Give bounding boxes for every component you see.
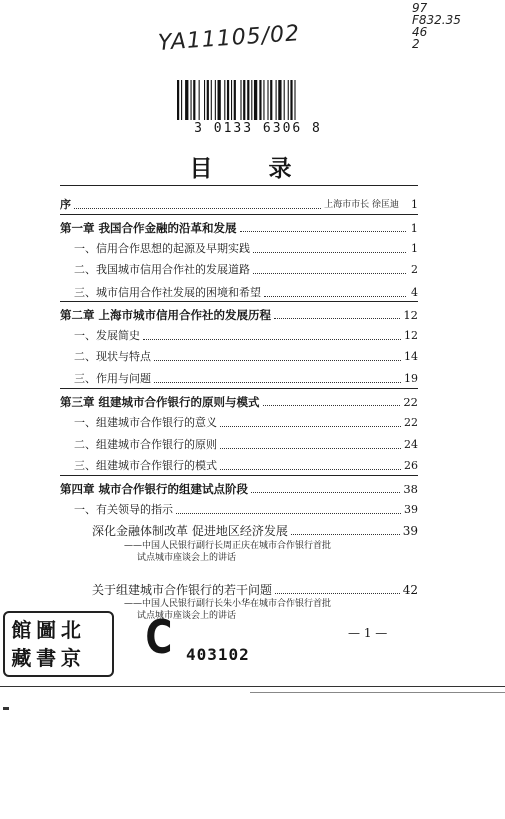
stamp-number: 403102 bbox=[186, 645, 250, 664]
barcode-bar bbox=[251, 80, 252, 120]
speech-note-line: ——中国人民银行副行长朱小华在城市合作银行首批 bbox=[124, 599, 332, 609]
barcode bbox=[175, 80, 340, 120]
toc-leader-dots bbox=[74, 208, 321, 209]
stamp-letter: C bbox=[145, 610, 173, 664]
call-number-line: F832.35 bbox=[412, 13, 461, 27]
toc-leader-dots bbox=[220, 448, 401, 449]
toc-leader-dots bbox=[253, 273, 406, 274]
toc-leader-dots bbox=[240, 231, 406, 232]
toc-entry-page: 1 bbox=[411, 198, 418, 211]
barcode-bar bbox=[185, 80, 188, 120]
toc-entry-page: 14 bbox=[404, 350, 418, 363]
toc-entry-label: 第一章 我国合作金融的沿革和发展 bbox=[60, 221, 237, 235]
toc-entry bbox=[92, 522, 418, 538]
barcode-bar bbox=[211, 80, 212, 120]
barcode-bar bbox=[270, 80, 272, 120]
toc-chapter-entry bbox=[60, 219, 418, 235]
barcode-bar bbox=[234, 80, 236, 120]
toc-entry-label: 三、城市信用合作社发展的困境和希望 bbox=[74, 286, 261, 299]
barcode-bar bbox=[199, 80, 200, 120]
stamp-char: 圖 bbox=[36, 618, 57, 642]
toc-entry-label: 序 bbox=[60, 198, 71, 211]
toc-entry-page: 26 bbox=[404, 459, 418, 472]
bottom-rule bbox=[0, 686, 505, 687]
toc-entry-page: 22 bbox=[404, 416, 418, 429]
toc-entry bbox=[74, 240, 418, 256]
toc-leader-dots bbox=[275, 593, 400, 594]
barcode-bar bbox=[207, 80, 209, 120]
toc-entry bbox=[60, 196, 418, 212]
call-number-line: 46 bbox=[412, 25, 428, 39]
stamp-char: 京 bbox=[60, 646, 81, 670]
barcode-bar bbox=[215, 80, 216, 120]
toc-entry bbox=[92, 581, 418, 597]
toc-entry-label: 三、作用与问题 bbox=[74, 372, 151, 385]
speech-note-line: 试点城市座谈会上的讲话 bbox=[137, 553, 237, 563]
toc-entry-author: 上海市市长 徐匡迪 bbox=[324, 200, 399, 210]
toc-entry bbox=[74, 348, 418, 364]
barcode-bar bbox=[231, 80, 232, 120]
barcode-bar bbox=[263, 80, 264, 120]
toc-entry-page: 39 bbox=[404, 503, 418, 516]
toc-entry-page: 2 bbox=[411, 263, 418, 276]
barcode-bar bbox=[288, 80, 289, 120]
speech-note bbox=[124, 540, 331, 564]
toc-entry-label: 二、组建城市合作银行的原则 bbox=[74, 438, 217, 451]
barcode-bar bbox=[224, 80, 225, 120]
barcode-bar bbox=[204, 80, 205, 120]
toc-leader-dots bbox=[220, 426, 401, 427]
barcode-bar bbox=[290, 80, 292, 120]
stamp-char: 館 bbox=[11, 618, 32, 642]
barcode-bar bbox=[243, 80, 245, 120]
barcode-bar bbox=[181, 80, 182, 120]
toc-entry-label: 一、发展简史 bbox=[74, 329, 140, 342]
toc-entry-label: 关于组建城市合作银行的若干问题 bbox=[92, 583, 273, 597]
call-number-line: 97 bbox=[412, 1, 428, 15]
toc-entry-label: 第四章 城市合作银行的组建试点阶段 bbox=[60, 482, 249, 496]
toc-entry bbox=[74, 501, 418, 517]
barcode-number: 3 0133 6306 8 bbox=[194, 121, 322, 136]
toc-entry-page: 24 bbox=[404, 438, 418, 451]
title-rule bbox=[60, 185, 418, 186]
barcode-bar bbox=[218, 80, 221, 120]
page-number: — 1 — bbox=[348, 626, 388, 640]
barcode-bar bbox=[294, 80, 295, 120]
call-number-line: 2 bbox=[412, 37, 420, 51]
toc-leader-dots bbox=[251, 492, 400, 493]
toc-entry bbox=[74, 370, 418, 386]
stamp-char: 書 bbox=[36, 646, 57, 670]
chapter-rule bbox=[60, 301, 418, 302]
toc-chapter-entry bbox=[60, 480, 418, 496]
toc-entry-page: 39 bbox=[402, 524, 418, 538]
toc-chapter-entry bbox=[60, 393, 418, 409]
toc-leader-dots bbox=[264, 296, 406, 297]
toc-leader-dots bbox=[176, 513, 401, 514]
toc-entry-label: 第三章 组建城市合作银行的原则与模式 bbox=[60, 395, 260, 409]
toc-entry-label: 一、组建城市合作银行的意义 bbox=[74, 416, 217, 429]
toc-entry-label: 二、我国城市信用合作社的发展道路 bbox=[74, 263, 250, 276]
chapter-rule bbox=[60, 388, 418, 389]
speech-note-line: 试点城市座谈会上的讲话 bbox=[137, 611, 237, 621]
toc-leader-dots bbox=[154, 360, 401, 361]
toc-chapter-entry bbox=[60, 306, 418, 322]
chapter-rule bbox=[60, 214, 418, 215]
toc-entry-label: 一、信用合作思想的起源及早期实践 bbox=[74, 242, 250, 255]
toc-leader-dots bbox=[154, 382, 401, 383]
toc-entry-label: 一、有关领导的指示 bbox=[74, 503, 173, 516]
toc-leader-dots bbox=[220, 469, 401, 470]
barcode-bar bbox=[284, 80, 285, 120]
toc-entry-label: 第二章 上海市城市信用合作社的发展历程 bbox=[60, 308, 272, 322]
page-title: 目 录 bbox=[189, 156, 316, 182]
toc-entry-page: 1 bbox=[410, 221, 418, 235]
barcode-bar bbox=[247, 80, 249, 120]
toc-leader-dots bbox=[291, 534, 400, 535]
barcode-bar bbox=[278, 80, 281, 120]
toc-leader-dots bbox=[263, 405, 401, 406]
toc-entry-page: 19 bbox=[404, 372, 418, 385]
toc-entry bbox=[74, 261, 418, 277]
stamp-char: 藏 bbox=[11, 646, 32, 670]
barcode-bar bbox=[267, 80, 268, 120]
barcode-bar bbox=[177, 80, 179, 120]
toc-entry-page: 12 bbox=[403, 308, 418, 322]
barcode-bar bbox=[227, 80, 229, 120]
library-stamp bbox=[3, 611, 114, 677]
toc-entry bbox=[74, 457, 418, 473]
toc-entry bbox=[74, 327, 418, 343]
toc-entry-page: 38 bbox=[403, 482, 418, 496]
barcode-bar bbox=[259, 80, 261, 120]
barcode-bar bbox=[240, 80, 241, 120]
stamp-char: 北 bbox=[60, 618, 81, 642]
handwritten-note: YA11105/02 bbox=[157, 21, 301, 56]
toc-entry-label: 深化金融体制改革 促进地区经济发展 bbox=[92, 524, 288, 538]
toc-leader-dots bbox=[143, 339, 401, 340]
toc-entry-page: 12 bbox=[404, 329, 418, 342]
toc-entry-label: 二、现状与特点 bbox=[74, 350, 151, 363]
toc-entry bbox=[74, 284, 418, 300]
toc-entry bbox=[74, 436, 418, 452]
toc-leader-dots bbox=[274, 318, 400, 319]
barcode-bar bbox=[193, 80, 195, 120]
call-number bbox=[412, 2, 461, 50]
toc-entry-page: 42 bbox=[402, 583, 418, 597]
toc-entry-page: 4 bbox=[411, 286, 418, 299]
speech-note-line: ——中国人民银行副行长周正庆在城市合作银行首批 bbox=[124, 541, 332, 551]
chapter-rule bbox=[60, 475, 418, 476]
barcode-bar bbox=[276, 80, 277, 120]
toc-leader-dots bbox=[253, 252, 406, 253]
bottom-rule-thin bbox=[250, 692, 505, 693]
toc-entry-label: 三、组建城市合作银行的模式 bbox=[74, 459, 217, 472]
barcode-bar bbox=[191, 80, 192, 120]
scan-mark bbox=[3, 707, 9, 710]
barcode-bar bbox=[254, 80, 257, 120]
toc-entry bbox=[74, 414, 418, 430]
toc-entry-page: 1 bbox=[411, 242, 418, 255]
toc-entry-page: 22 bbox=[403, 395, 418, 409]
